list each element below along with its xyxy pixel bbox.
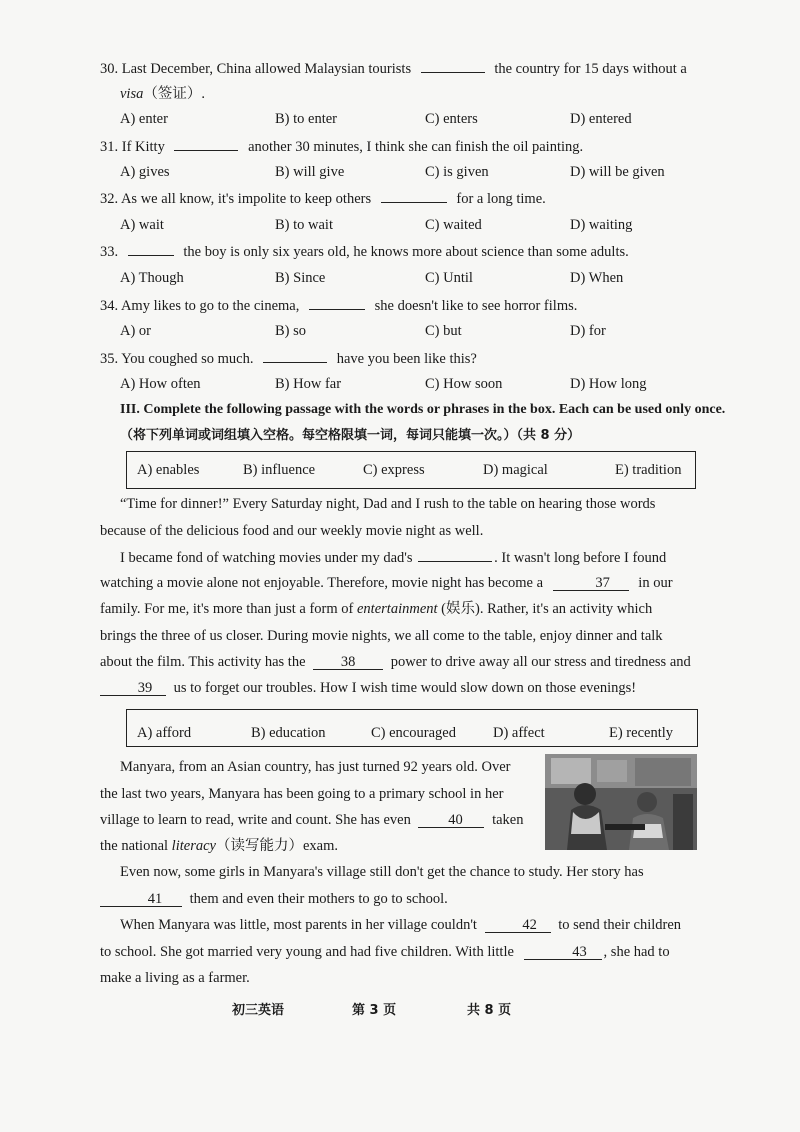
option-a[interactable]: A) or xyxy=(120,323,152,339)
footer-page-number: 第 3 页 xyxy=(352,1003,397,1018)
italic-word: visa xyxy=(120,86,144,102)
question-number: 30. xyxy=(100,61,119,77)
passage-line: “Time for dinner!” Every Saturday night, Dad and I rush to the table on hearing those words xyxy=(120,496,656,512)
answer-blank[interactable] xyxy=(128,241,174,256)
italic-word: entertainment xyxy=(357,601,438,617)
question-text: If Kitty xyxy=(121,139,165,155)
option-b[interactable]: B) Since xyxy=(275,270,326,286)
passage-text: I became fond of watching movies under my dad's xyxy=(120,550,413,566)
option-d[interactable]: D) for xyxy=(570,323,606,339)
blank-number: 42 xyxy=(522,917,537,933)
option-d[interactable]: D) How long xyxy=(570,376,647,392)
passage-text: in our xyxy=(638,575,673,591)
question-text: You coughed so much. xyxy=(121,351,254,367)
option-c[interactable]: C) enters xyxy=(425,111,478,127)
passage-line xyxy=(100,652,691,672)
passage-line: brings the three of us closer. During movie nights, we all come to the table, enjoy dinner and talk xyxy=(100,628,663,644)
option-b[interactable]: B) to enter xyxy=(275,111,338,127)
blank-number: 39 xyxy=(137,680,153,696)
option-a[interactable]: A) How often xyxy=(120,376,201,392)
option-b[interactable]: B) How far xyxy=(275,376,342,392)
option-d[interactable]: D) entered xyxy=(570,111,632,127)
passage-line: the last two years, Manyara has been going to a primary school in her xyxy=(100,786,504,802)
question-32 xyxy=(100,188,546,209)
question-text: for a long time. xyxy=(456,191,546,207)
option-c[interactable]: C) How soon xyxy=(425,376,503,392)
passage-text: power to drive away all our stress and tiredness and xyxy=(390,654,691,670)
passage-line: Manyara, from an Asian country, has just turned 92 years old. Over xyxy=(120,759,511,775)
question-text: Last December, China allowed Malaysian tourists xyxy=(121,61,412,77)
blank-number: 40 xyxy=(448,812,463,828)
box-word: A) afford xyxy=(137,725,192,741)
blank-number: 43 xyxy=(572,944,587,960)
box-word: C) encouraged xyxy=(371,725,456,741)
option-c[interactable]: C) but xyxy=(425,323,462,339)
question-35 xyxy=(100,348,477,369)
option-b[interactable]: B) to wait xyxy=(275,217,333,233)
option-a[interactable]: A) wait xyxy=(120,217,164,233)
passage-text: . It wasn't long before I found xyxy=(494,550,667,566)
answer-blank-38[interactable] xyxy=(313,655,383,670)
passage-text: us to forget our troubles. How I wish time would slow down on those evenings! xyxy=(173,680,637,696)
question-text: have you been like this? xyxy=(336,351,477,367)
passage-line xyxy=(120,915,681,935)
question-text: the boy is only six years old, he knows more about science than some adults. xyxy=(183,244,629,260)
italic-word: literacy xyxy=(171,838,216,854)
question-31 xyxy=(100,136,583,157)
passage-line xyxy=(100,599,652,619)
answer-blank-43[interactable] xyxy=(524,945,602,960)
question-text: （签证）. xyxy=(143,86,205,102)
passage-text: village to learn to read, write and count. She has even xyxy=(100,812,411,828)
passage-text: When Manyara was little, most parents in her village couldn't xyxy=(120,917,477,933)
passage-text: to school. She got married very young and had five children. With little xyxy=(100,944,514,960)
section-heading: III. Complete the following passage with the words or phrases in the box. Each can be used only once. xyxy=(120,402,726,417)
passage-text: them and even their mothers to go to school. xyxy=(189,891,448,907)
passage-line xyxy=(100,810,524,830)
passage-text: to send their children xyxy=(558,917,682,933)
footer-total-pages: 共 8 页 xyxy=(467,1003,512,1018)
question-text: As we all know, it's impolite to keep others xyxy=(120,191,372,207)
answer-blank-39[interactable] xyxy=(100,681,166,696)
passage-line xyxy=(100,836,338,856)
passage-line xyxy=(100,889,448,909)
question-number: 31. xyxy=(100,139,119,155)
blank-number: 38 xyxy=(340,654,356,670)
word-box-1 xyxy=(126,451,696,489)
option-b[interactable]: B) so xyxy=(275,323,307,339)
box-word: B) influence xyxy=(243,462,316,478)
passage-line: Even now, some girls in Manyara's village still don't get the chance to study. Her story has xyxy=(120,864,644,880)
passage-text: watching a movie alone not enjoyable. Therefore, movie night has become a xyxy=(100,575,544,591)
answer-blank-37[interactable] xyxy=(553,576,629,591)
passage-text: (娱乐). Rather, it's an activity which xyxy=(441,601,653,617)
question-text: another 30 minutes, I think she can finish the oil painting. xyxy=(248,139,584,155)
question-text: Amy likes to go to the cinema, xyxy=(120,298,300,314)
question-30 xyxy=(100,58,687,79)
option-a[interactable]: A) Though xyxy=(120,270,184,286)
passage-line xyxy=(120,547,666,568)
passage-text: the national xyxy=(100,838,169,854)
answer-blank-36[interactable] xyxy=(418,547,492,562)
classroom-photo xyxy=(545,754,697,850)
passage-text: taken xyxy=(492,812,524,828)
option-a[interactable]: A) gives xyxy=(120,164,170,180)
question-34 xyxy=(100,295,577,316)
answer-blank[interactable] xyxy=(263,348,327,363)
box-word: C) express xyxy=(363,462,425,478)
option-b[interactable]: B) will give xyxy=(275,164,345,180)
answer-blank[interactable] xyxy=(309,295,365,310)
answer-blank-41[interactable] xyxy=(100,892,182,907)
question-number: 34. xyxy=(100,298,119,314)
photo-illustration xyxy=(545,754,697,850)
passage-text: （读写能力）exam. xyxy=(215,838,338,854)
question-30-line2 xyxy=(120,84,205,104)
section-heading-cn: （将下列单词或词组填入空格。每空格限填一词，每词只能填一次。）（共 8 分） xyxy=(120,428,581,443)
box-word: E) tradition xyxy=(615,462,682,478)
question-text: she doesn't like to see horror films. xyxy=(374,298,578,314)
passage-line: because of the delicious food and our weekly movie night as well. xyxy=(100,523,484,539)
passage-line: make a living as a farmer. xyxy=(100,970,250,986)
option-c[interactable]: C) is given xyxy=(425,164,489,180)
passage-text: family. For me, it's more than just a form of xyxy=(100,601,354,617)
answer-blank[interactable] xyxy=(381,188,447,203)
passage-line xyxy=(100,678,636,698)
passage-text: , she had to xyxy=(603,944,670,960)
option-a[interactable]: A) enter xyxy=(120,111,168,127)
blank-number: 41 xyxy=(147,891,163,907)
answer-blank-42[interactable] xyxy=(485,918,551,933)
passage-line xyxy=(100,573,673,593)
question-33 xyxy=(100,241,629,262)
question-number: 35. xyxy=(100,351,119,367)
footer-subject: 初三英语 xyxy=(232,1003,285,1018)
box-word: E) recently xyxy=(609,725,674,741)
answer-blank-40[interactable] xyxy=(418,813,484,828)
passage-text: about the film. This activity has the xyxy=(100,654,306,670)
box-word: D) affect xyxy=(493,725,545,741)
option-d[interactable]: D) When xyxy=(570,270,624,286)
option-c[interactable]: C) Until xyxy=(425,270,473,286)
option-d[interactable]: D) waiting xyxy=(570,217,633,233)
option-d[interactable]: D) will be given xyxy=(570,164,665,180)
box-word: B) education xyxy=(251,725,326,741)
blank-number: 37 xyxy=(595,575,610,591)
box-word: A) enables xyxy=(137,462,200,478)
question-number: 32. xyxy=(100,191,119,207)
word-box-2 xyxy=(126,709,698,747)
question-number: 33. xyxy=(100,244,119,260)
passage-line xyxy=(100,942,670,962)
question-text: the country for 15 days without a xyxy=(494,61,687,77)
answer-blank[interactable] xyxy=(174,136,238,151)
box-word: D) magical xyxy=(483,462,548,478)
answer-blank[interactable] xyxy=(421,58,485,73)
option-c[interactable]: C) waited xyxy=(425,217,482,233)
